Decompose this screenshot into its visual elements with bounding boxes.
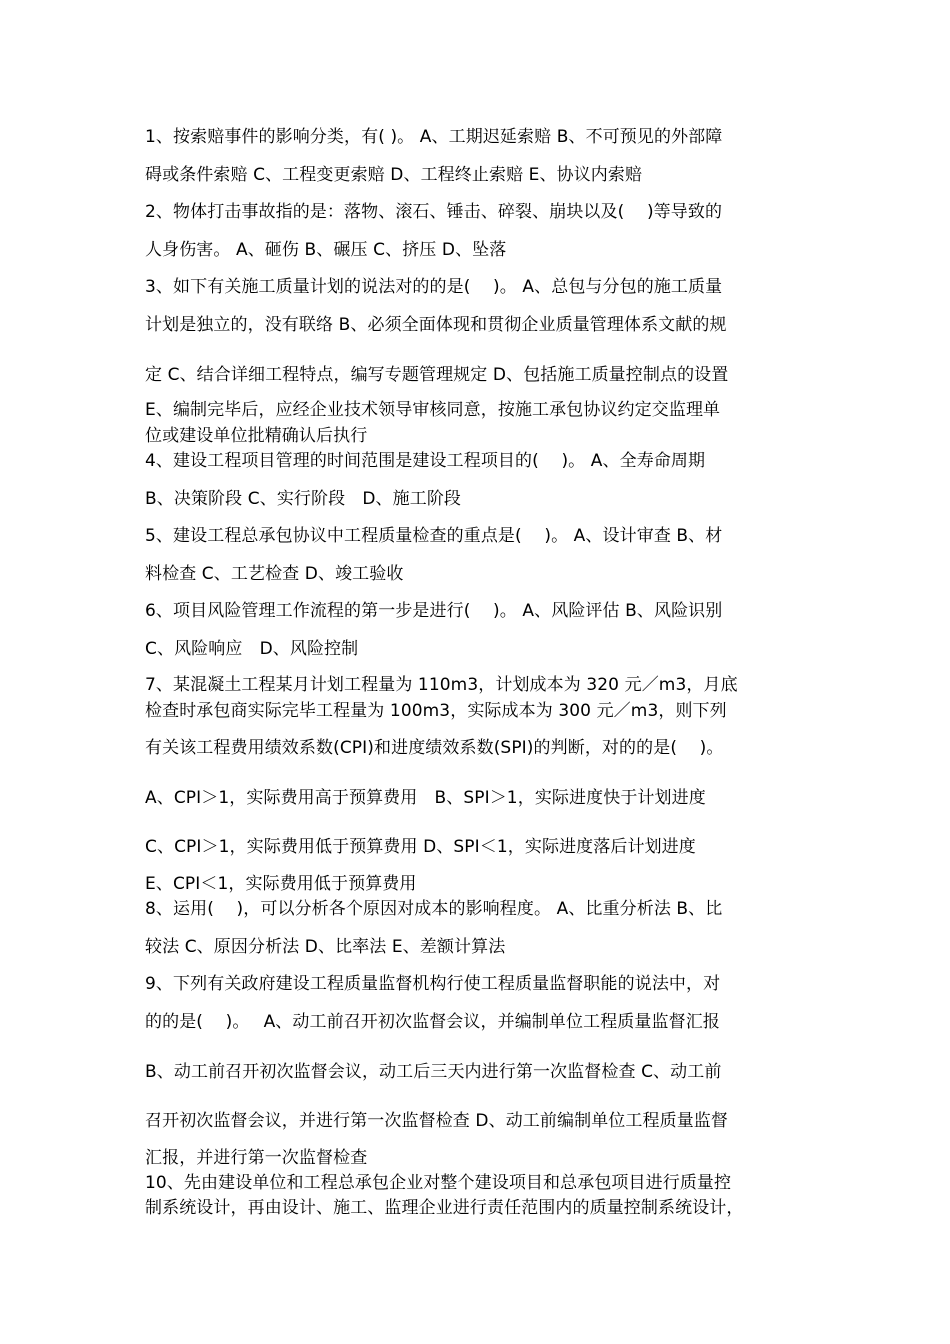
text-line: 汇报，并进行第一次监督检查 [145, 1148, 368, 1168]
text-line: 制系统设计，再由设计、施工、监理企业进行责任范围内的质量控制系统设计， [145, 1198, 744, 1218]
text-line: C、CPI＞1，实际费用低于预算费用 D、SPI＜1，实际进度落后计划进度 [145, 837, 696, 857]
text-line: 计划是独立的，没有联络 B、必须全面体现和贯彻企业质量管理体系文献的规 [145, 315, 727, 335]
text-line: 检查时承包商实际完毕工程量为 100m3，实际成本为 300 元／m3，则下列 [145, 701, 727, 721]
text-line: 定 C、结合详细工程特点，编写专题管理规定 D、包括施工质量控制点的设置 [145, 365, 729, 385]
text-line: E、CPI＜1，实际费用低于预算费用 [145, 874, 417, 894]
text-line: 召开初次监督会议，并进行第一次监督检查 D、动工前编制单位工程质量监督 [145, 1111, 728, 1131]
text-line: 4、建设工程项目管理的时间范围是建设工程项目的( )。 A、全寿命周期 [145, 451, 706, 471]
text-line: C、风险响应 D、风险控制 [145, 639, 359, 659]
text-line: 有关该工程费用绩效系数(CPI)和进度绩效系数(SPI)的判断，对的的是( )。 [145, 738, 724, 758]
text-line: B、决策阶段 C、实行阶段 D、施工阶段 [145, 489, 462, 509]
text-line: 的的是( )。 A、动工前召开初次监督会议，并编制单位工程质量监督汇报 [145, 1012, 720, 1032]
text-line: 料检查 C、工艺检查 D、竣工验收 [145, 564, 404, 584]
text-line: 10、先由建设单位和工程总承包企业对整个建设项目和总承包项目进行质量控 [145, 1173, 732, 1193]
text-line: 5、建设工程总承包协议中工程质量检查的重点是( )。 A、设计审查 B、材 [145, 526, 723, 546]
text-line: 3、如下有关施工质量计划的说法对的的是( )。 A、总包与分包的施工质量 [145, 277, 723, 297]
text-line: 人身伤害。 A、砸伤 B、碾压 C、挤压 D、坠落 [145, 240, 507, 260]
text-line: 9、下列有关政府建设工程质量监督机构行使工程质量监督职能的说法中，对 [145, 974, 721, 994]
text-line: A、CPI＞1，实际费用高于预算费用 B、SPI＞1，实际进度快于计划进度 [145, 788, 706, 808]
text-line: 碍或条件索赔 C、工程变更索赔 D、工程终止索赔 E、协议内索赔 [145, 165, 643, 185]
text-line: 较法 C、原因分析法 D、比率法 E、差额计算法 [145, 937, 506, 957]
text-line: 位或建设单位批精确认后执行 [145, 426, 368, 446]
text-line: 8、运用( )，可以分析各个原因对成本的影响程度。 A、比重分析法 B、比 [145, 899, 723, 919]
text-line: E、编制完毕后，应经企业技术领导审核同意，按施工承包协议约定交监理单 [145, 400, 721, 420]
text-line: B、动工前召开初次监督会议，动工后三天内进行第一次监督检查 C、动工前 [145, 1062, 722, 1082]
text-line: 1、按索赔事件的影响分类，有( )。 A、工期迟延索赔 B、不可预见的外部障 [145, 127, 723, 147]
text-line: 2、物体打击事故指的是：落物、滚石、锤击、碎裂、崩块以及( )等导致的 [145, 202, 723, 222]
text-line: 6、项目风险管理工作流程的第一步是进行( )。 A、风险评估 B、风险识别 [145, 601, 723, 621]
text-line: 7、某混凝土工程某月计划工程量为 110m3，计划成本为 320 元／m3，月底 [145, 675, 738, 695]
